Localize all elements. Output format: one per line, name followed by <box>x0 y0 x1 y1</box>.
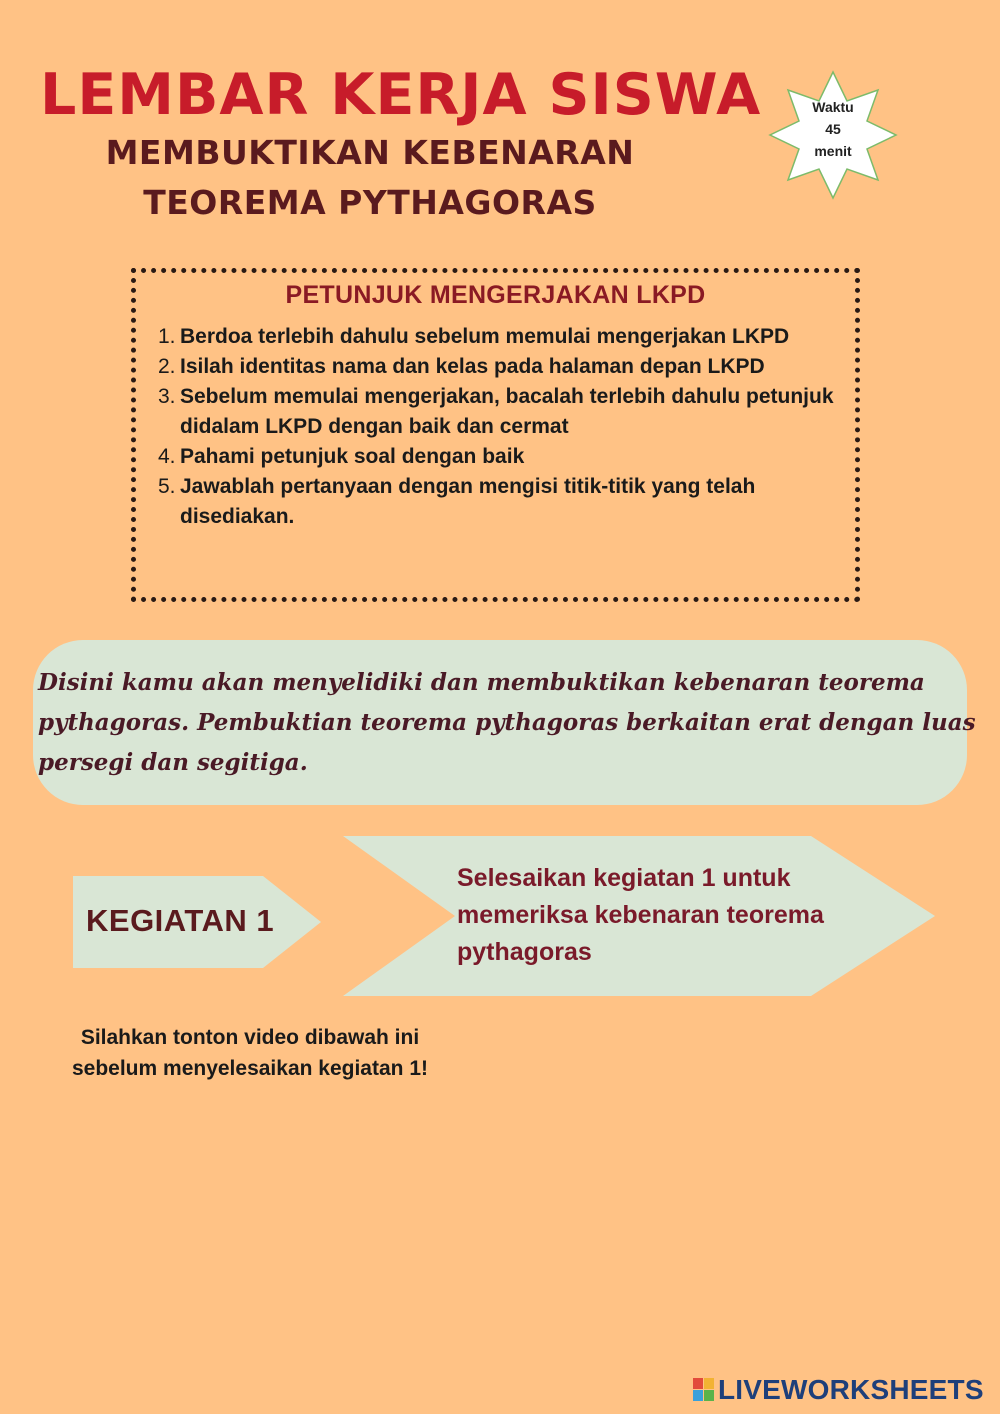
video-note <box>30 1022 470 1084</box>
video-note-line2: sebelum menyelesaikan kegiatan 1! <box>71 1057 428 1080</box>
list-item: 4. Pahami petunjuk soal dengan baik <box>158 445 525 468</box>
page-title: LEMBAR KERJA SISWA <box>40 62 762 128</box>
instructions-title: PETUNJUK MENGERJAKAN LKPD <box>285 281 706 309</box>
time-badge-label: Waktu <box>812 99 854 115</box>
intro-text: Disini kamu akan menyelidiki dan membuktikan kebenaran teorema pythagoras. Pembuktian teorema pythagoras berkaitan erat dengan luas persegi dan segitiga. <box>38 669 976 776</box>
time-badge-value: 45 <box>825 121 841 137</box>
time-badge-unit: menit <box>814 143 852 159</box>
activity-description: Selesaikan kegiatan 1 untuk memeriksa kebenaran teorema pythagoras <box>457 864 824 966</box>
list-item: 2. Isilah identitas nama dan kelas pada halaman depan LKPD <box>158 355 765 378</box>
page-subtitle-line2: TEOREMA PYTHAGORAS <box>143 183 597 222</box>
video-note-line1: Silahkan tonton video dibawah ini <box>80 1026 420 1049</box>
page-subtitle-line1: MEMBUKTIKAN KEBENARAN <box>105 133 635 172</box>
activity-label: KEGIATAN 1 <box>86 903 275 938</box>
list-item: 5. Jawablah pertanyaan dengan mengisi titik-titik yang telah disediakan. <box>158 475 756 528</box>
liveworksheets-logo-icon <box>693 1378 715 1402</box>
list-item: 1. Berdoa terlebih dahulu sebelum memulai mengerjakan LKPD <box>158 325 790 348</box>
list-item: 3. Sebelum memulai mengerjakan, bacalah terlebih dahulu petunjuk didalam LKPD dengan baik dan cermat <box>158 385 834 438</box>
footer-logo[interactable] <box>693 1372 984 1408</box>
instructions-list <box>158 322 858 532</box>
time-badge <box>768 70 898 200</box>
footer-brand: LIVEWORKSHEETS <box>718 1374 984 1405</box>
